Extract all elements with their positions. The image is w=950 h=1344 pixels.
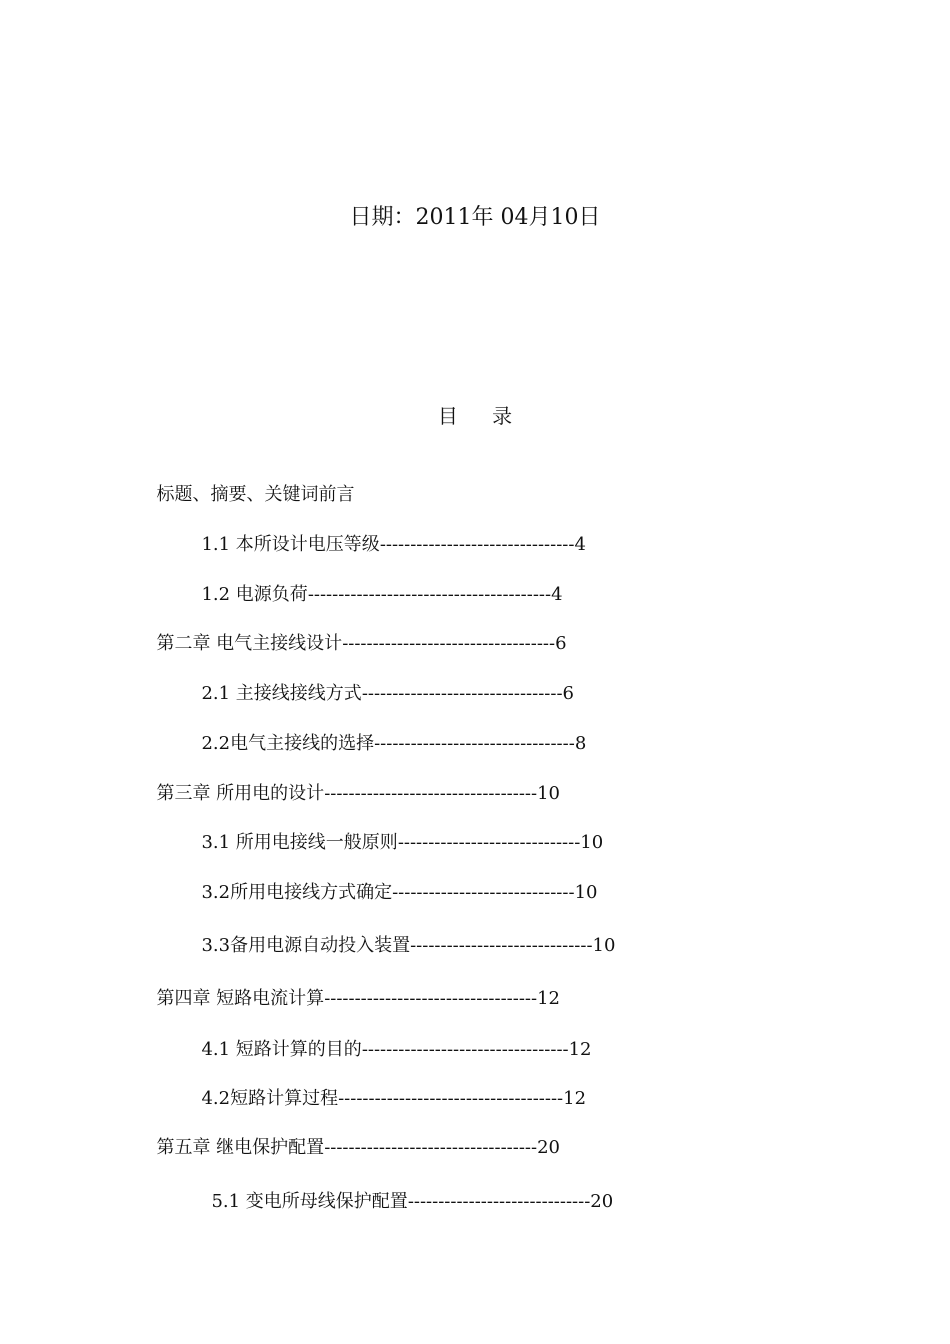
toc-entry [145, 453, 354, 509]
toc-entry-text: 1.1 本所设计电压等级 [201, 534, 380, 555]
toc-leader: ------------------------------ [407, 1191, 591, 1212]
toc-entry [200, 1160, 613, 1216]
toc-entry-text: 4.1 短路计算的目的 [201, 1039, 362, 1060]
toc-entry [190, 904, 615, 960]
toc-page-number: 10 [592, 935, 616, 956]
toc-title: 目 录 [437, 404, 527, 428]
toc-entry-text: 2.1 主接线接线方式 [201, 683, 362, 704]
toc-entry-text: 3.2所用电接线方式确定 [201, 882, 393, 903]
toc-entry-text: 第三章 所用电的设计 [156, 783, 325, 804]
toc-leader: ------------------------------------- [338, 1088, 564, 1109]
toc-entry-text: 第四章 短路电流计算 [156, 988, 325, 1009]
toc-entry-text: 第五章 继电保护配置 [156, 1137, 325, 1158]
toc-leader: -------------------------------- [379, 534, 575, 555]
toc-entry-text: 4.2短路计算过程 [201, 1088, 339, 1109]
toc-page-number: 8 [574, 733, 587, 754]
toc-page-number: 12 [563, 1088, 587, 1109]
toc-entry [145, 752, 560, 808]
toc-page-number: 20 [537, 1137, 560, 1158]
toc-entry [190, 801, 603, 857]
toc-entry-text: 3.1 所用电接线一般原则 [201, 832, 398, 853]
toc-entry [190, 553, 563, 609]
toc-leader: ------------------------------ [392, 882, 575, 903]
toc-leader: ---------------------------------------- [307, 584, 552, 605]
toc-page-number: 12 [568, 1039, 592, 1060]
toc-entry [145, 602, 567, 658]
toc-leader: ----------------------------------- [324, 988, 538, 1009]
toc-leader: --------------------------------- [374, 733, 575, 754]
toc-page-number: 4 [551, 584, 563, 605]
toc-page-number: 6 [555, 633, 567, 654]
toc-leader: ----------------------------------- [324, 783, 538, 804]
toc-entry-text: 1.2 电源负荷 [201, 584, 308, 605]
toc-entry-text: 标题、摘要、关键词前言 [156, 484, 355, 505]
toc-entry [190, 1057, 586, 1113]
document-date: 日期：2011年 04月10日 [349, 205, 601, 230]
toc-entry-text: 3.3备用电源自动投入装置 [201, 935, 411, 956]
toc-entry [190, 702, 586, 758]
toc-entry-text: 5.1 变电所母线保护配置 [211, 1191, 408, 1212]
toc-leader: ------------------------------ [397, 832, 581, 853]
toc-page-number: 10 [537, 783, 560, 804]
toc-leader: ----------------------------------- [342, 633, 556, 654]
toc-leader: ---------------------------------- [361, 1039, 569, 1060]
toc-page-number: 10 [574, 882, 598, 903]
toc-page-number: 20 [590, 1191, 614, 1212]
toc-leader: --------------------------------- [361, 683, 563, 704]
toc-leader: ----------------------------------- [324, 1137, 538, 1158]
toc-page-number: 12 [537, 988, 560, 1009]
toc-entry [190, 652, 574, 708]
toc-leader: ------------------------------ [410, 935, 593, 956]
toc-entry [190, 1008, 592, 1064]
toc-entry-text: 2.2电气主接线的选择 [201, 733, 375, 754]
toc-entry [190, 503, 586, 559]
toc-page-number: 10 [580, 832, 604, 853]
toc-entry [145, 1106, 560, 1162]
toc-entry [145, 957, 560, 1013]
toc-page-number: 6 [562, 683, 574, 704]
toc-entry [190, 851, 597, 907]
toc-page-number: 4 [574, 534, 586, 555]
toc-entry-text: 第二章 电气主接线设计 [156, 633, 343, 654]
